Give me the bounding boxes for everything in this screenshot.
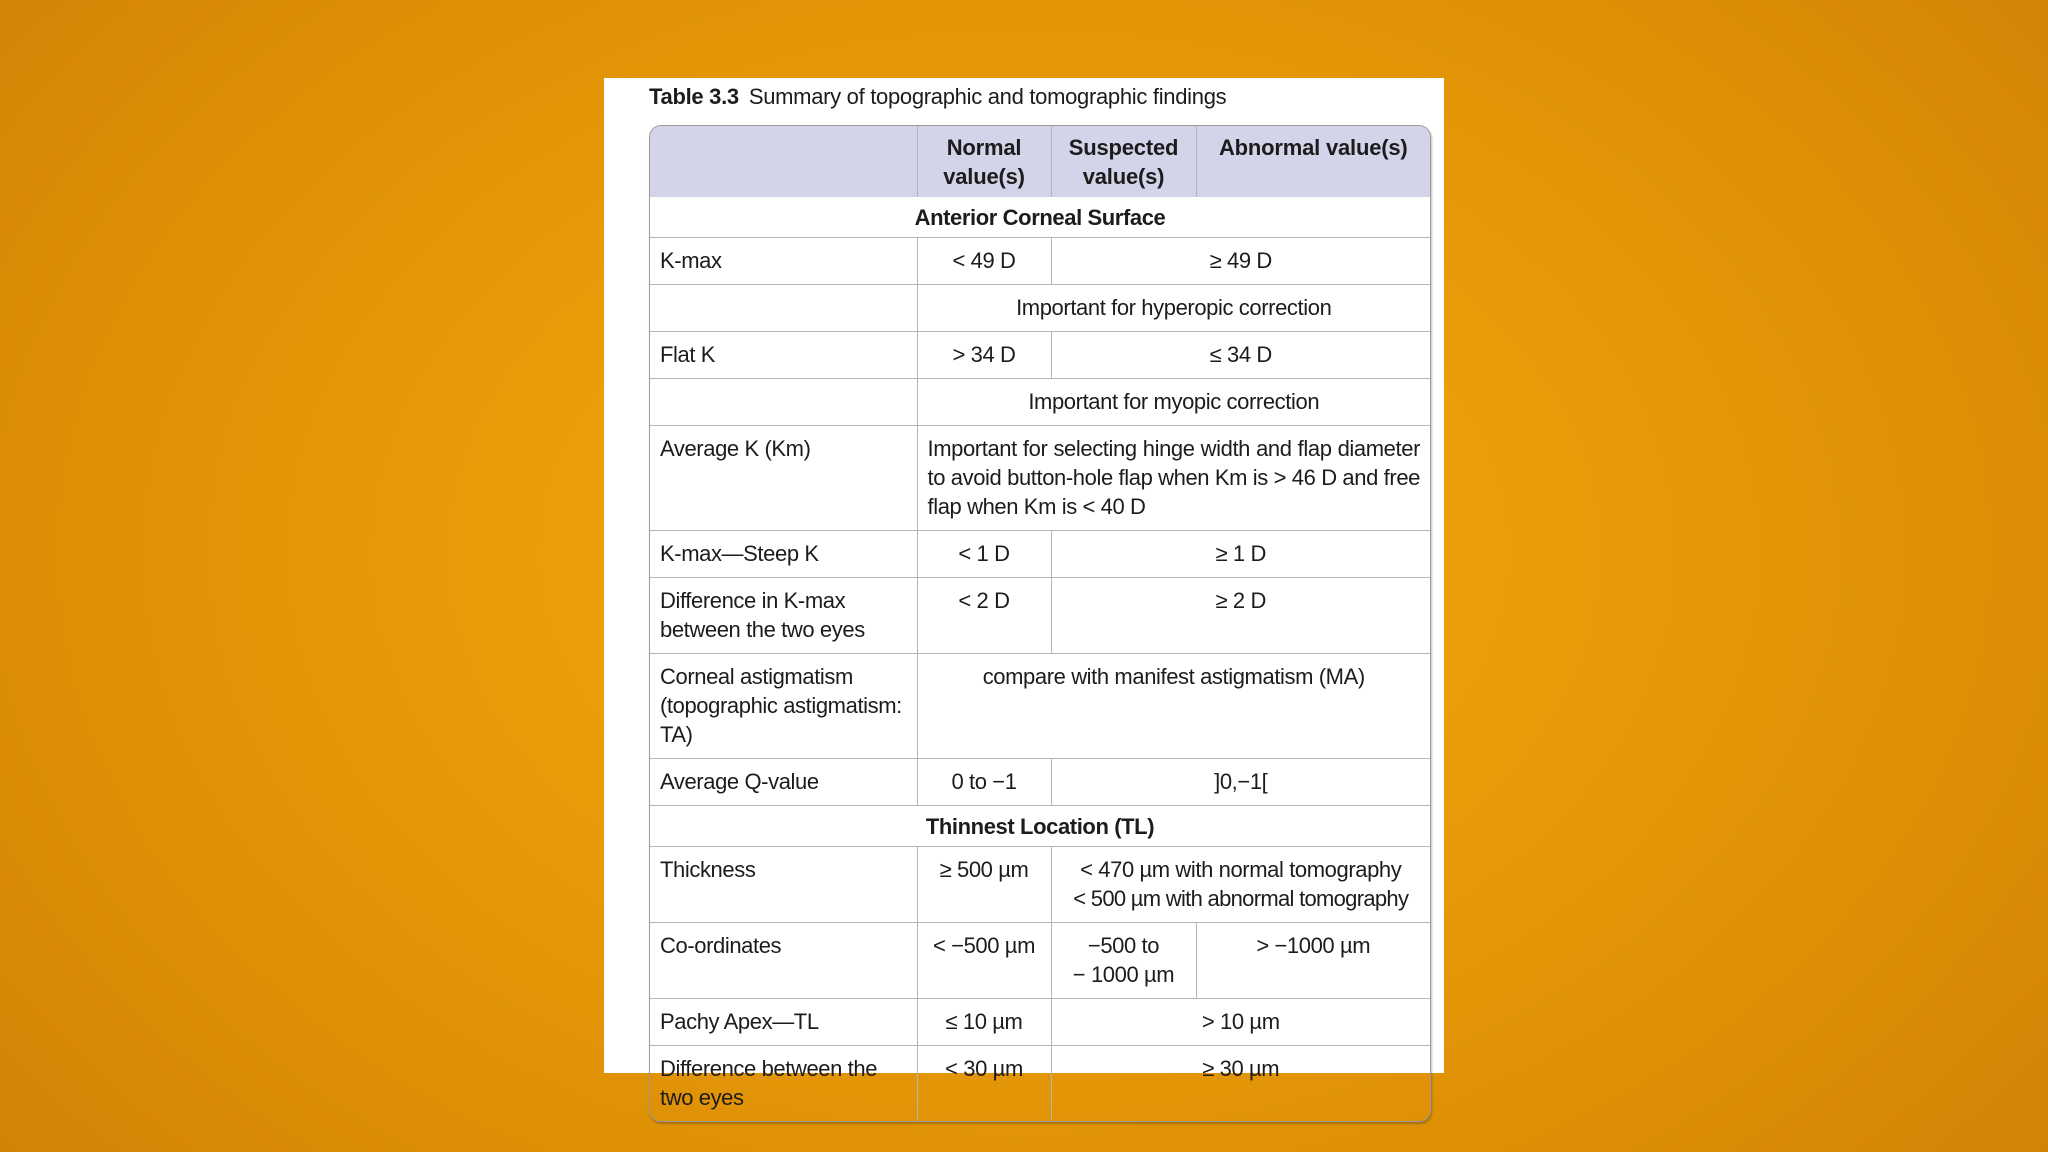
normal-value: ≥ 500 µm bbox=[917, 847, 1051, 923]
row-label: Average K (Km) bbox=[650, 426, 917, 531]
suspected-line-1: −500 to bbox=[1087, 933, 1160, 958]
table-row bbox=[650, 654, 1430, 759]
table-row bbox=[650, 1046, 1430, 1122]
table-row bbox=[650, 531, 1430, 578]
row-label: K-max—Steep K bbox=[650, 531, 917, 578]
section-row bbox=[650, 806, 1430, 847]
row-label: Co-ordinates bbox=[650, 923, 917, 999]
document-page bbox=[604, 78, 1444, 1110]
row-label: K-max bbox=[650, 238, 917, 285]
table-row bbox=[650, 332, 1430, 379]
normal-value: > 34 D bbox=[917, 332, 1051, 379]
abnormal-value: > −1000 µm bbox=[1196, 923, 1430, 999]
row-label: Flat K bbox=[650, 332, 917, 379]
row-label: Thickness bbox=[650, 847, 917, 923]
row-label: Pachy Apex—TL bbox=[650, 999, 917, 1046]
abnormal-value bbox=[1051, 847, 1430, 923]
findings-table bbox=[649, 125, 1431, 1122]
normal-value: < 1 D bbox=[917, 531, 1051, 578]
table-row bbox=[650, 379, 1430, 426]
normal-value: < −500 µm bbox=[917, 923, 1051, 999]
note-cell: compare with manifest astigmatism (MA) bbox=[917, 654, 1430, 759]
suspected-line-2: − 1000 µm bbox=[1072, 962, 1175, 987]
abnormal-line-1: < 470 µm with normal tomography bbox=[1080, 857, 1402, 882]
table-row bbox=[650, 285, 1430, 332]
table-caption bbox=[649, 84, 1226, 110]
section-row bbox=[650, 197, 1430, 238]
normal-value: < 2 D bbox=[917, 578, 1051, 654]
table-row bbox=[650, 238, 1430, 285]
row-label-empty bbox=[650, 379, 917, 426]
section-anterior-corneal-surface: Anterior Corneal Surface bbox=[650, 197, 1430, 238]
section-thinnest-location: Thinnest Location (TL) bbox=[650, 806, 1430, 847]
row-label: Difference between the two eyes bbox=[650, 1046, 917, 1122]
table-title: Summary of topographic and tomographic findings bbox=[748, 84, 1227, 109]
suspected-value bbox=[1051, 923, 1196, 999]
normal-value: < 30 µm bbox=[917, 1046, 1051, 1122]
abnormal-value: ]0,−1[ bbox=[1051, 759, 1430, 806]
row-label-empty bbox=[650, 285, 917, 332]
table-row bbox=[650, 426, 1430, 531]
header-suspected: Suspected value(s) bbox=[1051, 126, 1196, 197]
header-row bbox=[650, 126, 1430, 197]
row-label: Average Q-value bbox=[650, 759, 917, 806]
header-normal: Normal value(s) bbox=[917, 126, 1051, 197]
abnormal-value: ≥ 49 D bbox=[1051, 238, 1430, 285]
normal-value: ≤ 10 µm bbox=[917, 999, 1051, 1046]
note-cell: Important for hyperopic correction bbox=[917, 285, 1430, 332]
abnormal-line-2: < 500 µm with abnormal tomography bbox=[1073, 886, 1409, 911]
table-number: Table 3.3 bbox=[649, 84, 739, 109]
table-row bbox=[650, 923, 1430, 999]
abnormal-value: ≤ 34 D bbox=[1051, 332, 1430, 379]
abnormal-value: ≥ 1 D bbox=[1051, 531, 1430, 578]
table-row bbox=[650, 999, 1430, 1046]
header-parameter bbox=[650, 126, 917, 197]
normal-value: 0 to −1 bbox=[917, 759, 1051, 806]
abnormal-value: > 10 µm bbox=[1051, 999, 1430, 1046]
table-row bbox=[650, 847, 1430, 923]
row-label: Corneal astigmatism (topographic astigmatism: TA) bbox=[650, 654, 917, 759]
row-label: Difference in K-max between the two eyes bbox=[650, 578, 917, 654]
note-cell: Important for myopic correction bbox=[917, 379, 1430, 426]
header-abnormal: Abnormal value(s) bbox=[1196, 126, 1430, 197]
abnormal-value: ≥ 2 D bbox=[1051, 578, 1430, 654]
abnormal-value: ≥ 30 µm bbox=[1051, 1046, 1430, 1122]
normal-value: < 49 D bbox=[917, 238, 1051, 285]
table-row bbox=[650, 759, 1430, 806]
table-row bbox=[650, 578, 1430, 654]
note-cell: Important for selecting hinge width and flap diameter to avoid button-hole flap when Km is > 46 D and free flap when Km is < 40 D bbox=[917, 426, 1430, 531]
